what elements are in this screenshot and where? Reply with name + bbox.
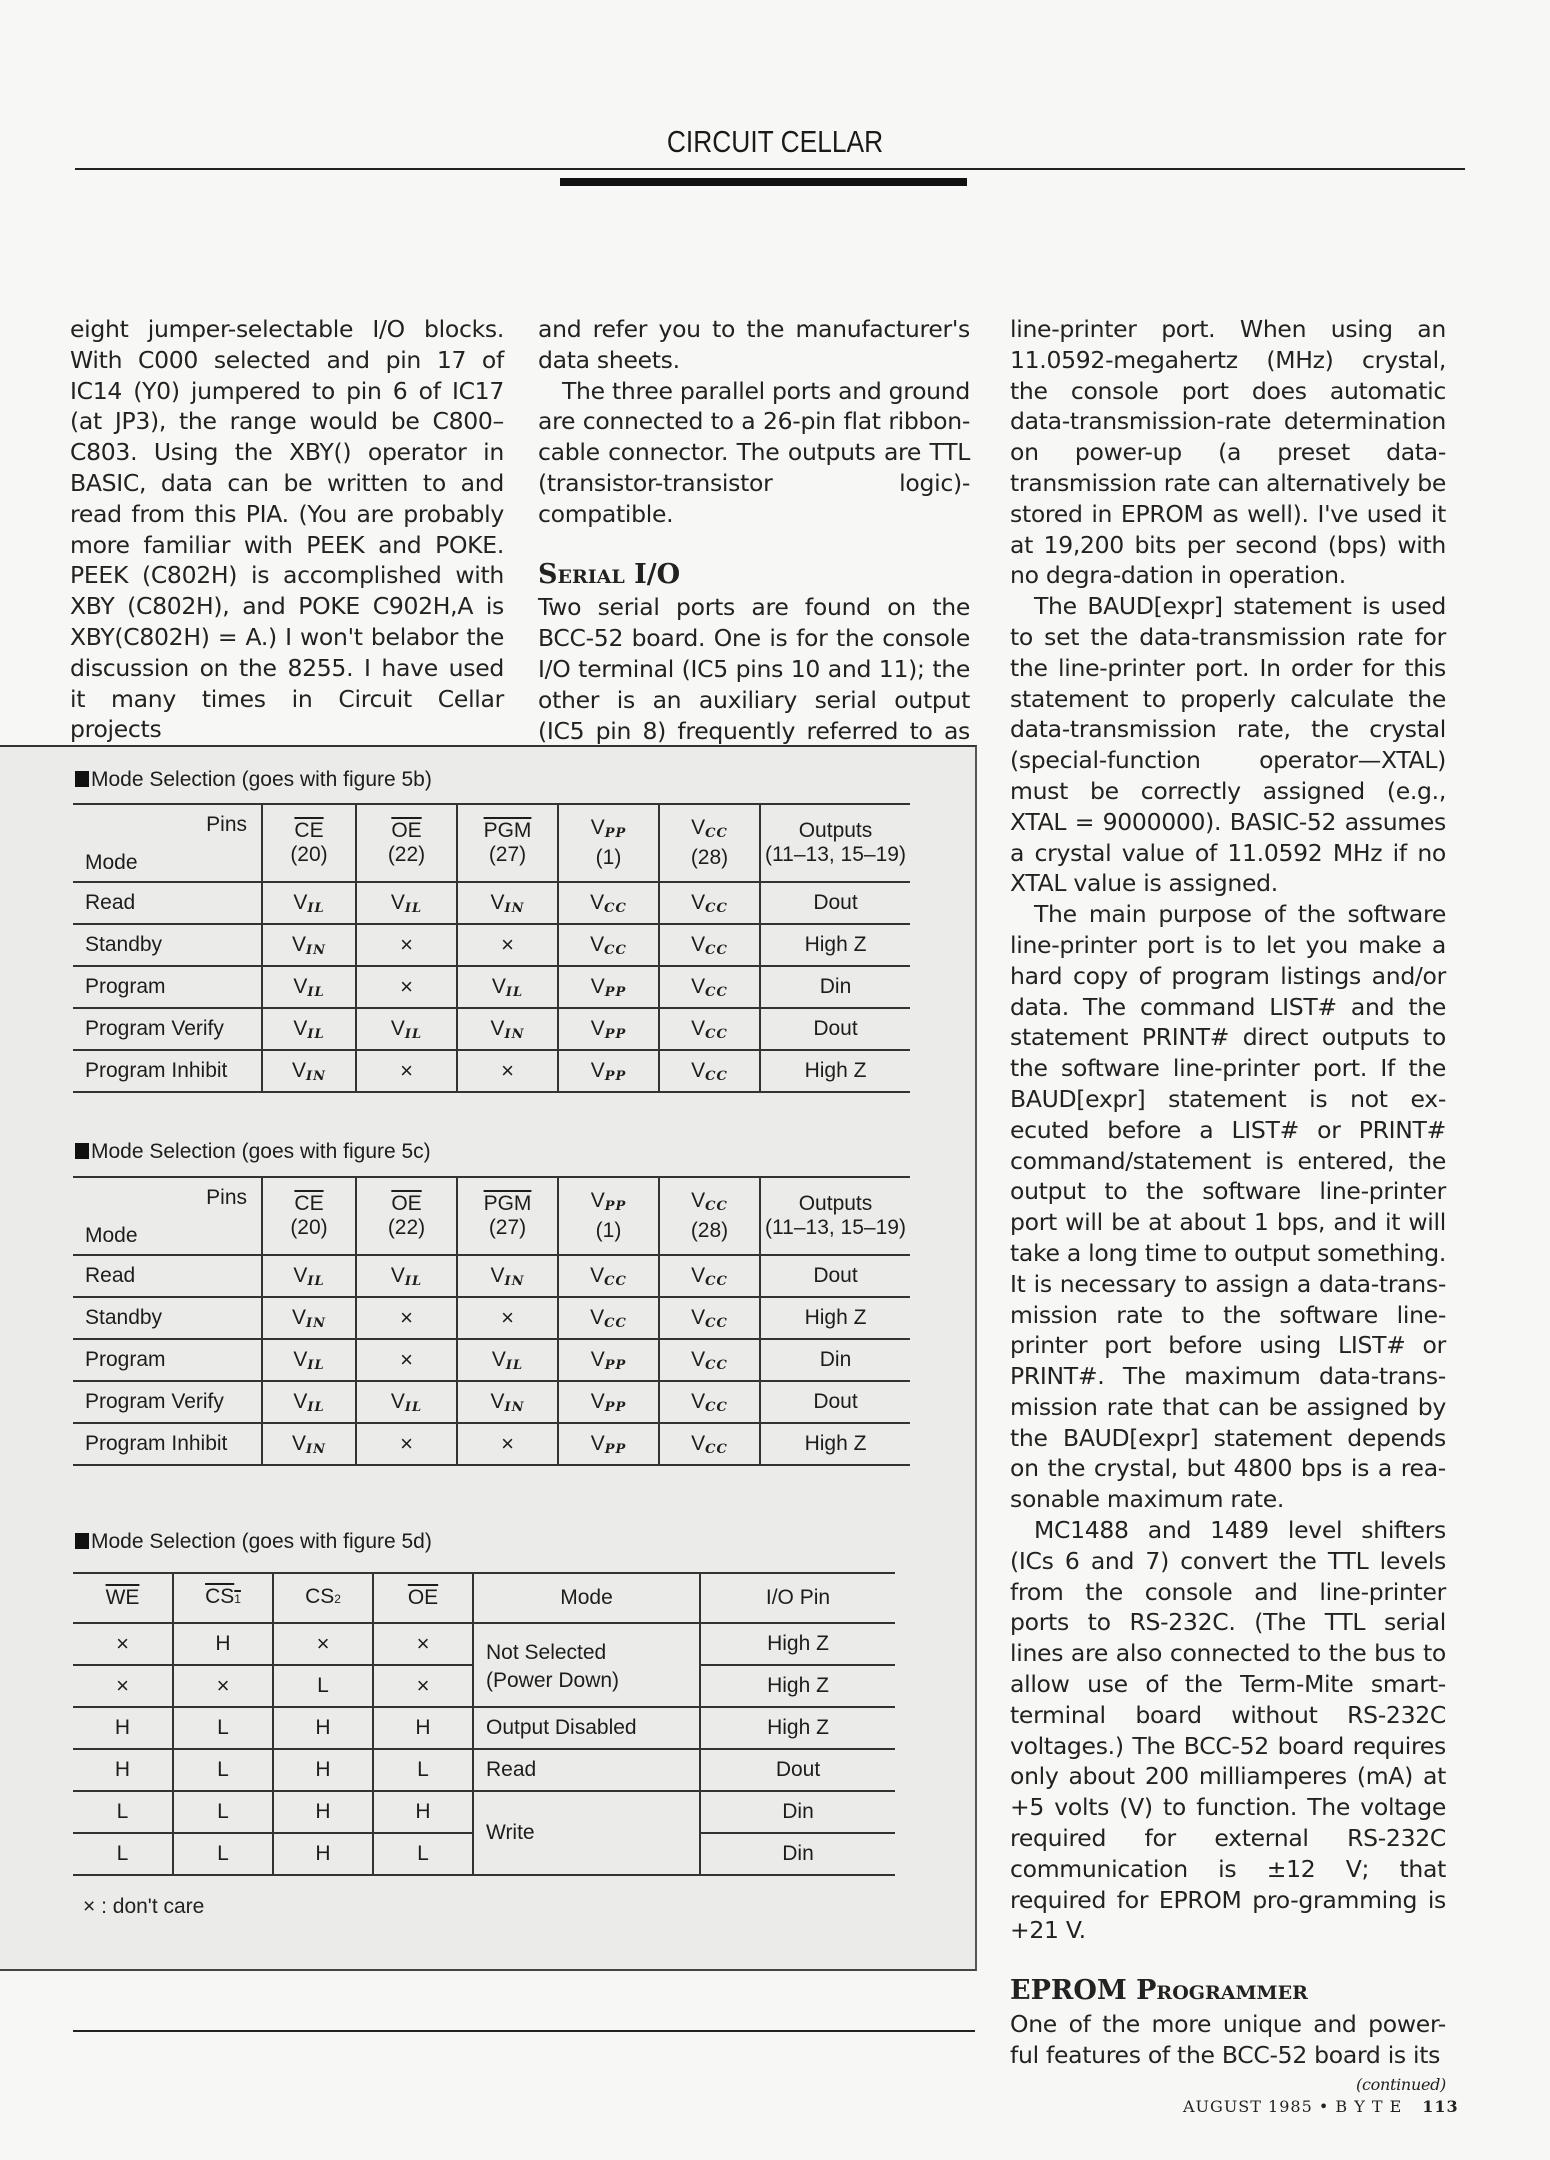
table-row: L L H L Din [73, 1833, 895, 1875]
table-row: Read $V_{IL}$ $V_{IL}$ $V_{IN}$ $V_{CC}$ $V_{CC}$ Dout [73, 882, 910, 924]
text-column-3 [1010, 314, 1446, 2097]
table-row: × × L × High Z [73, 1665, 895, 1707]
header-oe: $\overline{OE}$ (22) [356, 1177, 457, 1255]
header-vcc: $V_{CC}$ (28) [659, 804, 760, 882]
table-title-5c: Mode Selection (goes with figure 5c) [75, 1140, 431, 1164]
mode-not-selected: Not Selected (Power Down) [473, 1623, 700, 1707]
paragraph: and refer you to the manufacturer's data sheets. [538, 315, 970, 374]
header-rule [75, 168, 1465, 170]
paragraph: Two serial ports are found on the BCC-52 board. One is for the console I/O terminal (IC5 pins 10 and 11); the other is an auxiliary serial output (IC5 pin 8) frequently referred to as [538, 593, 970, 745]
table-row: Read $V_{IL}$ $V_{IL}$ $V_{IN}$ $V_{CC}$ $V_{CC}$ Dout [73, 1255, 910, 1297]
table-footnote: × : don't care [83, 1895, 205, 1918]
paragraph: MC1488 and 1489 level shifters (ICs 6 and 7) convert the TTL levels from the console and line-printer ports to RS-232C. (The TTL serial lines are also connected to the bus to allow use of the Term-Mite smart-terminal board without RS-232C voltages.) The BCC-52 board requires only about 200 milliamperes (mA) at +5 volts (V) to function. The voltage required for external RS-232C communication is ±12 V; that required for EPROM pro-gramming is +21 V. [1010, 1516, 1446, 1945]
table-row: × H × × Not Selected (Power Down) High Z [73, 1623, 895, 1665]
continued-note: (continued) [1356, 2074, 1446, 2094]
running-header-title: CIRCUIT CELLAR [666, 124, 884, 159]
text-column-1 [70, 314, 504, 745]
header-pgm: $\overline{PGM}$ (27) [457, 804, 558, 882]
table-header-row [73, 804, 910, 882]
table-row: Program Inhibit $V_{IN}$ × × $V_{PP}$ $V_{CC}$ High Z [73, 1423, 910, 1465]
header-pgm: $\overline{PGM}$ (27) [457, 1177, 558, 1255]
bottom-rule [73, 2030, 975, 2032]
table-header-row [73, 1573, 895, 1623]
paragraph: The BAUD[expr] statement is used to set the data-transmission rate for the line-printer port. In order for this statement to properly calculate the data-transmission rate, the crystal (special-function operator—XTAL) must be correctly assigned (e.g., XTAL = 9000000). BASIC-52 assumes a crystal value of 11.0592 MHz if no XTAL value is assigned. [1010, 592, 1446, 898]
paragraph: The main purpose of the software line-printer port is to let you make a hard copy of program listings and/or data. The command LIST# and the statement PRINT# direct outputs to the software line-printer port. If the BAUD[expr] statement is not ex-ecuted before a LIST# or PRINT# command/statement is entered, the output to the software line-printer port will be at about 1 bps, and it will take a long time to output something. It is necessary to assign a data-trans-mission rate to the software line-printer port before using LIST# or PRINT#. The maximum data-trans-mission rate that can be assigned by the BAUD[expr] statement depends on the crystal, but 4800 bps is a rea-sonable maximum rate. [1010, 900, 1446, 1514]
paragraph: line-printer port. When using an 11.0592-megahertz (MHz) crystal, the console port does automatic data-transmission-rate determination on power-up (a preset data-transmission rate can alternatively be stored in EPROM as well). I've used it at 19,200 bits per second (bps) with no degra-dation in operation. [1010, 315, 1446, 590]
header-vcc: $V_{CC}$ (28) [659, 1177, 760, 1255]
bullet-square-icon [75, 1143, 89, 1159]
header-vpp: $V_{PP}$ (1) [558, 804, 659, 882]
table-row: Program Inhibit $V_{IN}$ × × $V_{PP}$ $V_{CC}$ High Z [73, 1050, 910, 1092]
table-row: H L H L Read Dout [73, 1749, 895, 1791]
table-row: Standby $V_{IN}$ × × $V_{CC}$ $V_{CC}$ High Z [73, 924, 910, 966]
text-column-2 [538, 314, 970, 777]
section-heading-eprom-programmer: EPROM Programmer [1010, 1975, 1308, 2007]
table-row: Program $V_{IL}$ × $V_{IL}$ $V_{PP}$ $V_{CC}$ Din [73, 966, 910, 1008]
header-io-pin: I/O Pin [700, 1573, 895, 1623]
paragraph: eight jumper-selectable I/O blocks. With C000 selected and pin 17 of IC14 (Y0) jumpered to pin 6 of IC17 (at JP3), the range would be C800–C803. Using the XBY() operator in BASIC, data can be written to and read from this PIA. (You are probably more familiar with PEEK and POKE. PEEK (C802H) is accomplished with XBY (C802H), and POKE C902H,A is XBY(C802H) = A.) I won't belabor the discussion on the 8255. I have used it many times in Circuit Cellar projects [70, 315, 504, 744]
page-footer [1183, 2097, 1459, 2116]
header-oe: $\overline{OE}$ [373, 1573, 473, 1623]
header-cs2: CS2 [273, 1573, 373, 1623]
mode-selection-table-5d [73, 1572, 895, 1876]
table-title-5b: Mode Selection (goes with figure 5b) [75, 768, 432, 792]
page-number: 113 [1422, 2097, 1459, 2116]
mode-selection-table-5c [73, 1176, 910, 1466]
header-vpp: $V_{PP}$ (1) [558, 1177, 659, 1255]
issue-label: AUGUST 1985 • B Y T E [1183, 2097, 1403, 2116]
table-header-row [73, 1177, 910, 1255]
table-title-5d: Mode Selection (goes with figure 5d) [75, 1530, 432, 1554]
paragraph: The three parallel ports and ground are connected to a 26-pin flat ribbon-cable connector. The outputs are TTL (transistor-transistor logic)-compatible. [538, 376, 970, 528]
table-row: Program Verify $V_{IL}$ $V_{IL}$ $V_{IN}$ $V_{PP}$ $V_{CC}$ Dout [73, 1381, 910, 1423]
table-row: L L H H Write Din [73, 1791, 895, 1833]
table-row: Program $V_{IL}$ × $V_{IL}$ $V_{PP}$ $V_{CC}$ Din [73, 1339, 910, 1381]
header-mode: Mode [473, 1573, 700, 1623]
table-row: Standby $V_{IN}$ × × $V_{CC}$ $V_{CC}$ High Z [73, 1297, 910, 1339]
header-outputs: Outputs (11–13, 15–19) [760, 1177, 910, 1255]
header-ce: $\overline{CE}$ (20) [262, 804, 356, 882]
header-accent-bar [560, 178, 967, 186]
header-ce: $\overline{CE}$ (20) [262, 1177, 356, 1255]
header-pins-mode: Pins Mode [73, 1177, 262, 1255]
mode-selection-table-5b [73, 803, 910, 1093]
table-row: H L H H Output Disabled High Z [73, 1707, 895, 1749]
table-row: Program Verify $V_{IL}$ $V_{IL}$ $V_{IN}$ $V_{PP}$ $V_{CC}$ Dout [73, 1008, 910, 1050]
header-oe: $\overline{OE}$ (22) [356, 804, 457, 882]
header-outputs: Outputs (11–13, 15–19) [760, 804, 910, 882]
header-pins-mode: Pins Mode [73, 804, 262, 882]
paragraph: One of the more unique and power-ful features of the BCC-52 board is its [1010, 2010, 1446, 2069]
header-cs1: CS1 [173, 1573, 273, 1623]
section-heading-serial-io: Serial I/O [538, 558, 681, 590]
bullet-square-icon [75, 1533, 89, 1549]
header-we: $\overline{WE}$ [73, 1573, 173, 1623]
bullet-square-icon [75, 771, 89, 787]
